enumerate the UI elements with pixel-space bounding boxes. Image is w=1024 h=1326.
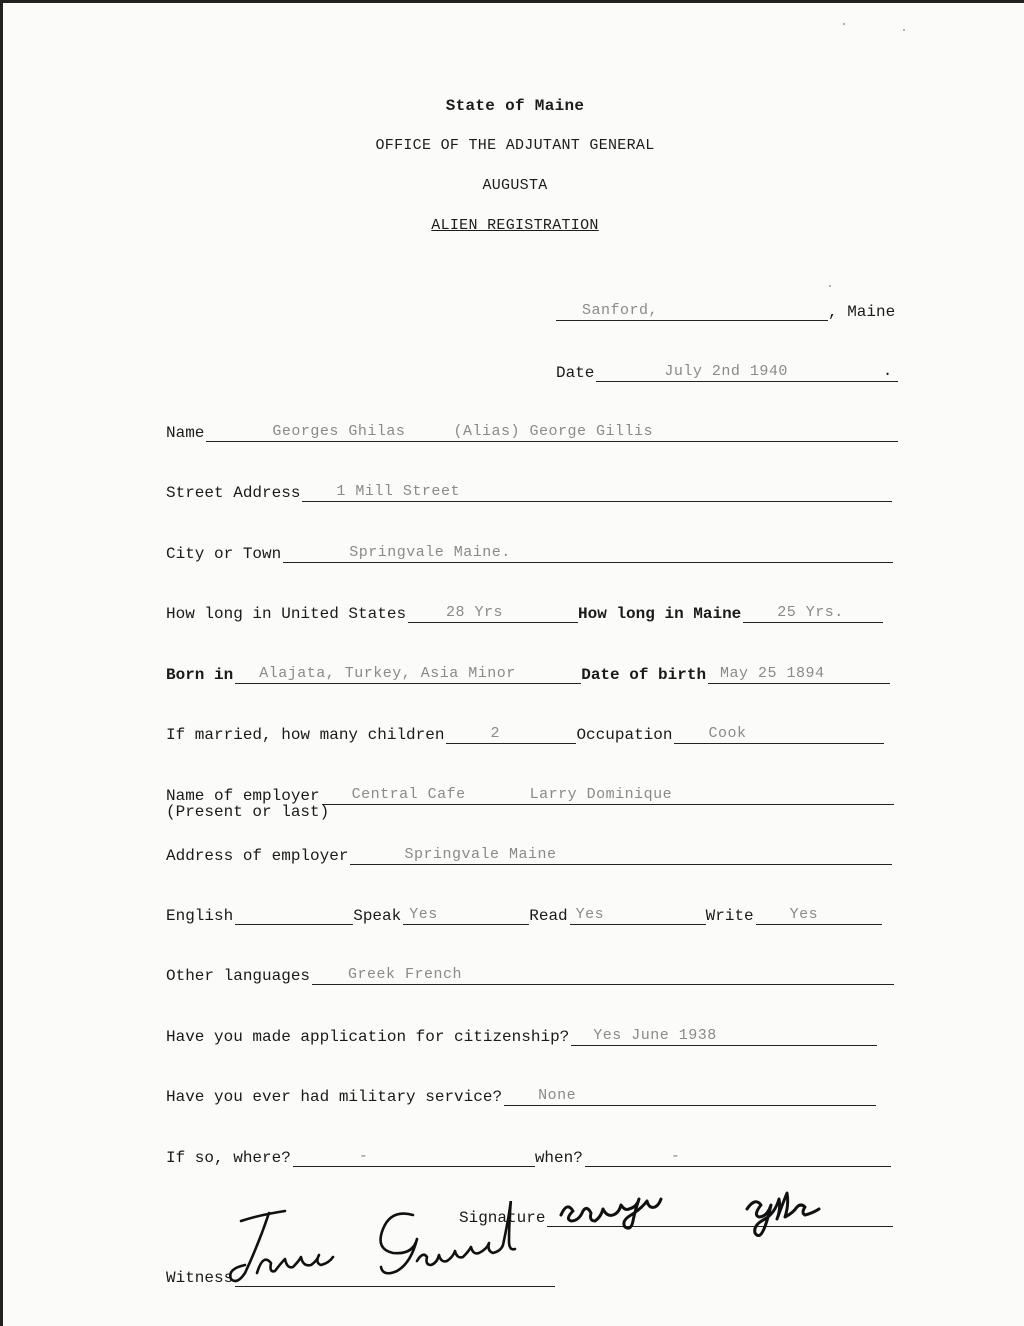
- employer-address-value: Springvale Maine: [404, 846, 557, 863]
- occupation-field[interactable]: [674, 724, 884, 744]
- read-label: Read: [529, 907, 568, 925]
- languages-label: Other languages: [166, 967, 311, 985]
- how-long-us-field[interactable]: [408, 603, 578, 623]
- duration-row: [166, 599, 883, 623]
- signature-handwriting: [551, 1175, 861, 1237]
- dob-label: Date of birth: [581, 666, 707, 684]
- occupation-label: Occupation: [576, 726, 673, 744]
- speak-value: Yes: [409, 906, 438, 923]
- employer-address-label: Address of employer: [166, 847, 349, 865]
- how-long-maine-value: 25 Yrs.: [777, 604, 844, 621]
- employer-value-2: Larry Dominique: [529, 786, 673, 803]
- alias-value: (Alias) George Gillis: [453, 423, 653, 440]
- where-value: -: [358, 1148, 369, 1165]
- form-title: ALIEN REGISTRATION: [431, 217, 599, 234]
- town-value: Sanford,: [582, 302, 659, 319]
- header-office: OFFICE OF THE ADJUTANT GENERAL: [375, 137, 655, 154]
- occupation-value: Cook: [708, 725, 747, 742]
- location-row: [556, 297, 897, 321]
- date-field[interactable]: [596, 362, 898, 382]
- english-label: English: [166, 907, 234, 925]
- when-field[interactable]: [585, 1147, 891, 1167]
- name-label: Name: [166, 424, 205, 442]
- street-label: Street Address: [166, 484, 301, 502]
- header-title: [3, 217, 1024, 234]
- military-row: [166, 1082, 876, 1106]
- how-long-us-value: 28 Yrs: [446, 604, 504, 621]
- dob-field[interactable]: [708, 664, 890, 684]
- employer-label: Name of employer: [166, 787, 320, 805]
- employer-value: Central Cafe: [351, 786, 466, 803]
- write-label: Write: [705, 907, 754, 925]
- name-field[interactable]: [206, 422, 898, 442]
- where-field[interactable]: [293, 1147, 535, 1167]
- date-value: July 2nd 1940: [664, 363, 788, 380]
- speck: [903, 29, 905, 31]
- where-label: If so, where?: [166, 1149, 291, 1167]
- speck: [829, 285, 831, 287]
- employer-row: [166, 781, 894, 805]
- born-in-value: Alajata, Turkey, Asia Minor: [259, 665, 516, 682]
- languages-field[interactable]: [312, 965, 894, 985]
- family-row: [166, 720, 884, 744]
- header-state: State of Maine: [445, 97, 585, 115]
- city-value: Springvale Maine.: [349, 544, 511, 561]
- street-value: 1 Mill Street: [336, 483, 460, 500]
- how-long-us-label: How long in United States: [166, 605, 407, 623]
- employer-field[interactable]: [322, 785, 894, 805]
- read-field[interactable]: [570, 905, 706, 925]
- header-city: AUGUSTA: [482, 177, 548, 194]
- speak-field[interactable]: [403, 905, 529, 925]
- dob-value: May 25 1894: [720, 665, 825, 682]
- languages-row: [166, 961, 894, 985]
- english-row: [166, 901, 882, 925]
- date-row: [556, 358, 898, 382]
- citizenship-label: Have you made application for citizenship?: [166, 1028, 570, 1046]
- children-label: If married, how many children: [166, 726, 445, 744]
- witness-handwriting: [217, 1201, 577, 1297]
- name-value: Georges Ghilas: [272, 423, 406, 440]
- citizenship-row: [166, 1022, 877, 1046]
- state-suffix: , Maine: [828, 303, 896, 321]
- street-field[interactable]: [302, 482, 892, 502]
- birth-row: [166, 660, 890, 684]
- employer-address-row: [166, 841, 892, 865]
- born-in-label: Born in: [166, 666, 234, 684]
- date-dot: .: [882, 362, 893, 380]
- born-in-field[interactable]: [235, 664, 581, 684]
- if-so-row: [166, 1143, 891, 1167]
- military-label: Have you ever had military service?: [166, 1088, 503, 1106]
- write-field[interactable]: [756, 905, 882, 925]
- when-value: -: [670, 1148, 681, 1165]
- languages-value: Greek French: [348, 966, 463, 983]
- city-field[interactable]: [283, 543, 893, 563]
- street-row: [166, 478, 892, 502]
- citizenship-field[interactable]: [571, 1026, 877, 1046]
- how-long-maine-label: How long in Maine: [578, 605, 742, 623]
- speck: [843, 23, 845, 25]
- city-row: [166, 539, 893, 563]
- employer-address-field[interactable]: [350, 845, 892, 865]
- write-value: Yes: [789, 906, 819, 923]
- witness-label: Witness: [166, 1269, 234, 1287]
- how-long-maine-field[interactable]: [743, 603, 883, 623]
- when-label: when?: [534, 1149, 583, 1167]
- city-label: City or Town: [166, 545, 282, 563]
- signature-label: Signature: [459, 1209, 546, 1227]
- english-field[interactable]: [235, 905, 353, 925]
- read-value: Yes: [575, 906, 605, 923]
- speak-label: Speak: [353, 907, 402, 925]
- children-field[interactable]: [446, 724, 576, 744]
- date-label: Date: [556, 364, 595, 382]
- military-field[interactable]: [504, 1086, 876, 1106]
- military-value: None: [538, 1087, 577, 1104]
- name-row: [166, 418, 898, 442]
- town-field[interactable]: [556, 301, 828, 321]
- children-value: 2: [490, 725, 500, 742]
- employer-sublabel: (Present or last): [166, 803, 330, 821]
- citizenship-value: Yes June 1938: [593, 1027, 717, 1044]
